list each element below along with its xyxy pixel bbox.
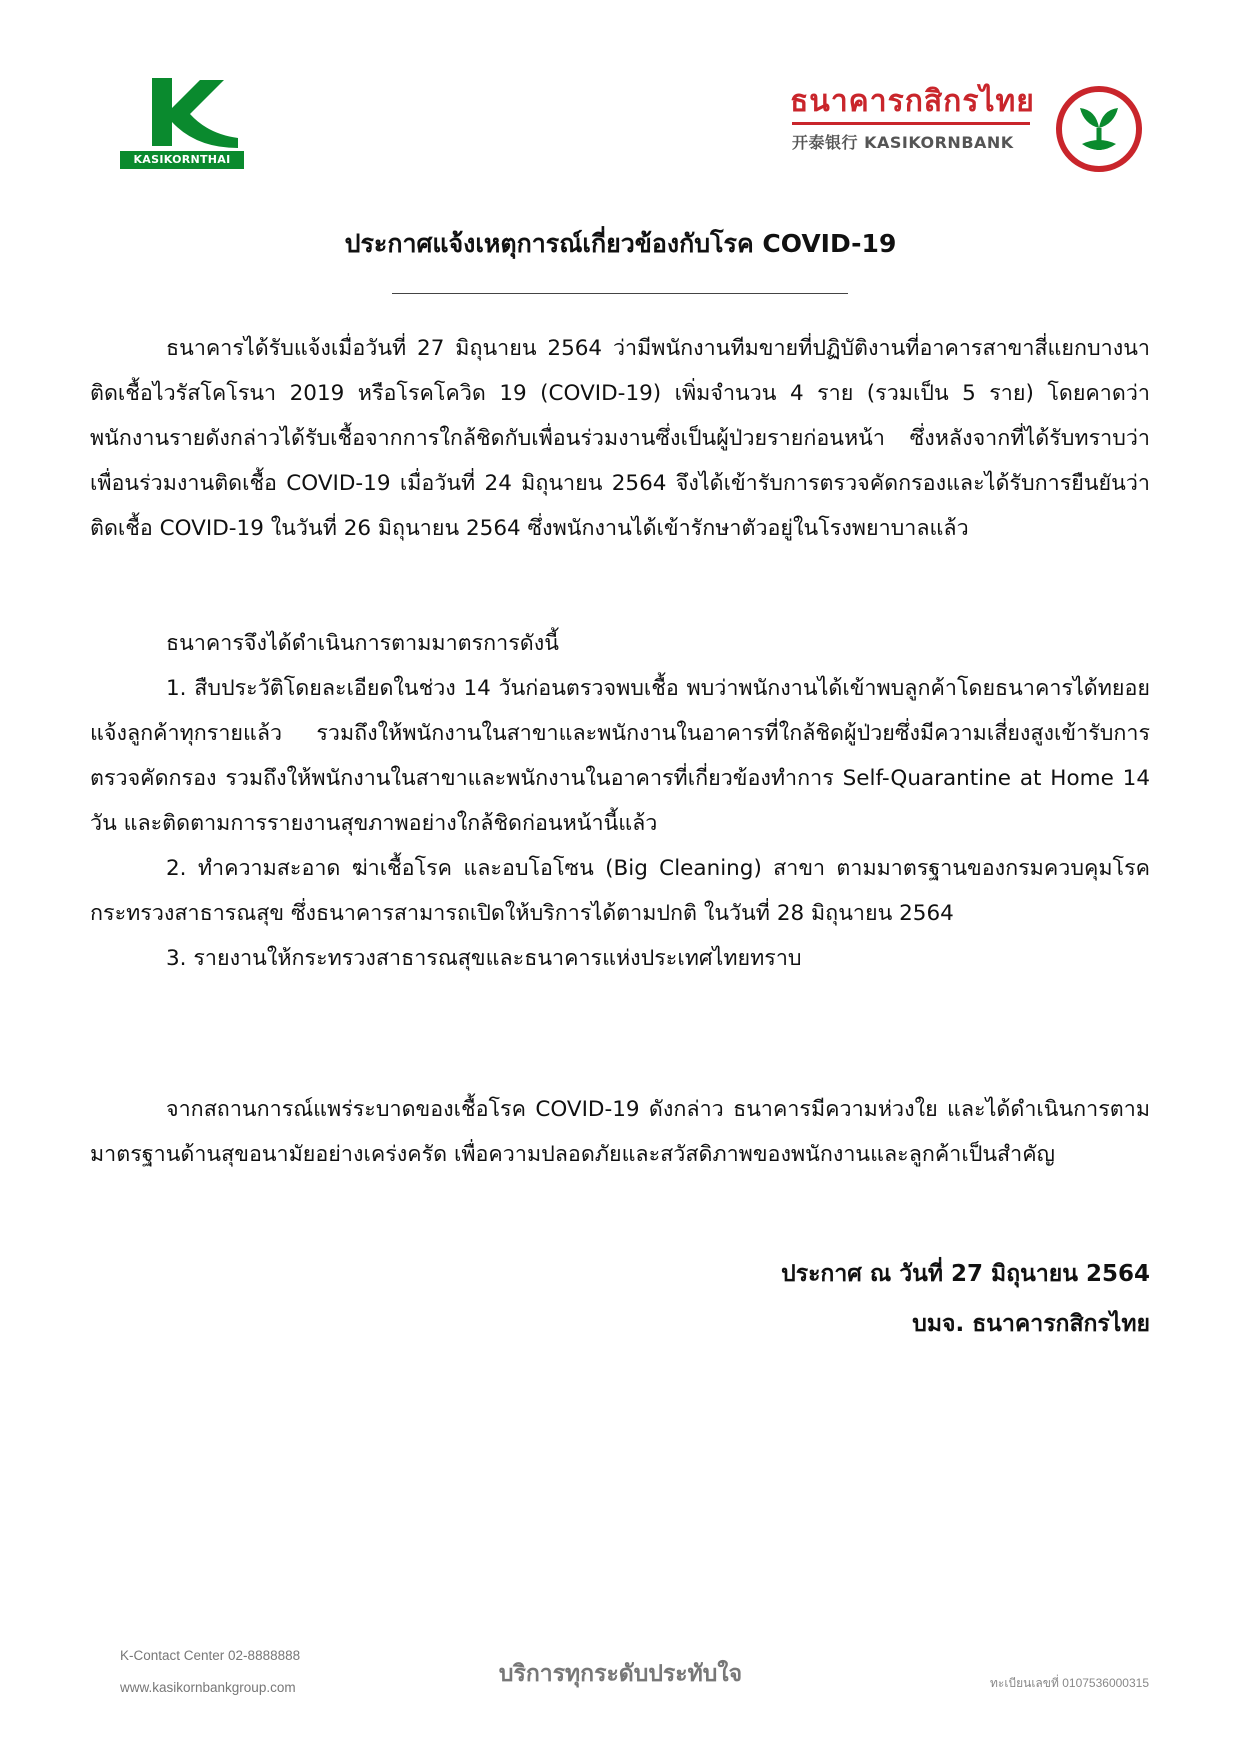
measures-section <box>90 621 1150 981</box>
closing-paragraph <box>90 1087 1150 1177</box>
title-underline <box>392 293 848 294</box>
k-logo-icon <box>138 74 242 150</box>
website-link[interactable]: www.kasikornbankgroup.com <box>120 1680 296 1695</box>
kasikornbank-logo <box>790 78 1170 168</box>
closing-text: จากสถานการณ์แพร่ระบาดของเชื้อโรค COVID-19 ดังกล่าว ธนาคารมีความห่วงใย และได้ดำเนินการตามมาตรฐานด้านสุขอนามัยอย่างเคร่งครัด เพื่อความปลอดภัยและสวัสดิภาพของพนักงานและลูกค้าเป็นสำคัญ <box>90 1097 1150 1167</box>
kasikornthai-label: KASIKORNTHAI <box>120 151 244 169</box>
intro-text: ธนาคารได้รับแจ้งเมื่อวันที่ 27 มิถุนายน 2564 ว่ามีพนักงานทีมขายที่ปฏิบัติงานที่อาคารสาขาสี่แยกบางนา ติดเชื้อไวรัสโคโรนา 2019 หรือโรคโควิด 19 (COVID-19) เพิ่มจำนวน 4 ราย (รวมเป็น 5 ราย) โดยคาดว่าพนักงานรายดังกล่าวได้รับเชื้อจากการใกล้ชิดกับเพื่อนร่วมงานซึ่งเป็นผู้ป่วยรายก่อนหน้า ซึ่งหลังจากที่ได้รับทราบว่าเพื่อนร่วมงานติดเชื้อ COVID-19 เมื่อวันที่ 24 มิถุนายน 2564 จึงได้เข้ารับการตรวจคัดกรองและได้รับการยืนยันว่าติดเชื้อ COVID-19 ในวันที่ 26 มิถุนายน 2564 ซึ่งพนักงานได้เข้ารักษาตัวอยู่ในโรงพยาบาลแล้ว <box>90 336 1150 541</box>
logo-divider <box>792 122 1030 125</box>
bank-name-english: 开泰银行 KASIKORNBANK <box>792 133 1014 152</box>
kbank-emblem-icon <box>1054 84 1144 174</box>
bank-name-thai: ธนาคารกสิกรไทย <box>790 84 1035 119</box>
contact-center: K-Contact Center 02-8888888 <box>120 1648 301 1663</box>
kasikornthai-logo <box>118 74 248 170</box>
measure-item-1: 1. สืบประวัติโดยละเอียดในช่วง 14 วันก่อนตรวจพบเชื้อ พบว่าพนักงานได้เข้าพบลูกค้าโดยธนาคารได้ทยอยแจ้งลูกค้าทุกรายแล้ว รวมถึงให้พนักงานในสาขาและพนักงานในอาคารที่ใกล้ชิดผู้ป่วยซึ่งมีความเสี่ยงสูงเข้ารับการตรวจคัดกรอง รวมถึงให้พนักงานในสาขาและพนักงานในอาคารที่เกี่ยวข้องทำการ Self-Quarantine at Home 14 วัน และติดตามการรายงานสุขภาพอย่างใกล้ชิดก่อนหน้านี้แล้ว <box>90 676 1150 836</box>
intro-paragraph <box>90 326 1150 551</box>
registration-number: ทะเบียนเลขที่ 0107536000315 <box>990 1676 1149 1690</box>
announcement-title: ประกาศแจ้งเหตุการณ์เกี่ยวข้องกับโรค COVID-19 <box>344 229 897 258</box>
measure-item-3: 3. รายงานให้กระทรวงสาธารณสุขและธนาคารแห่งประเทศไทยทราบ <box>166 946 802 971</box>
measure-item-2: 2. ทำความสะอาด ฆ่าเชื้อโรค และอบโอโซน (Big Cleaning) สาขา ตามมาตรฐานของกรมควบคุมโรค กระทรวงสาธารณสุข ซึ่งธนาคารสามารถเปิดให้บริการได้ตามปกติ ในวันที่ 28 มิถุนายน 2564 <box>90 856 1150 926</box>
company-signature: บมจ. ธนาคารกสิกรไทย <box>912 1311 1150 1337</box>
measures-intro: ธนาคารจึงได้ดำเนินการตามมาตรการดังนี้ <box>166 631 559 656</box>
announcement-date: ประกาศ ณ วันที่ 27 มิถุนายน 2564 <box>781 1261 1150 1287</box>
footer-slogan: บริการทุกระดับประทับใจ <box>498 1661 743 1687</box>
